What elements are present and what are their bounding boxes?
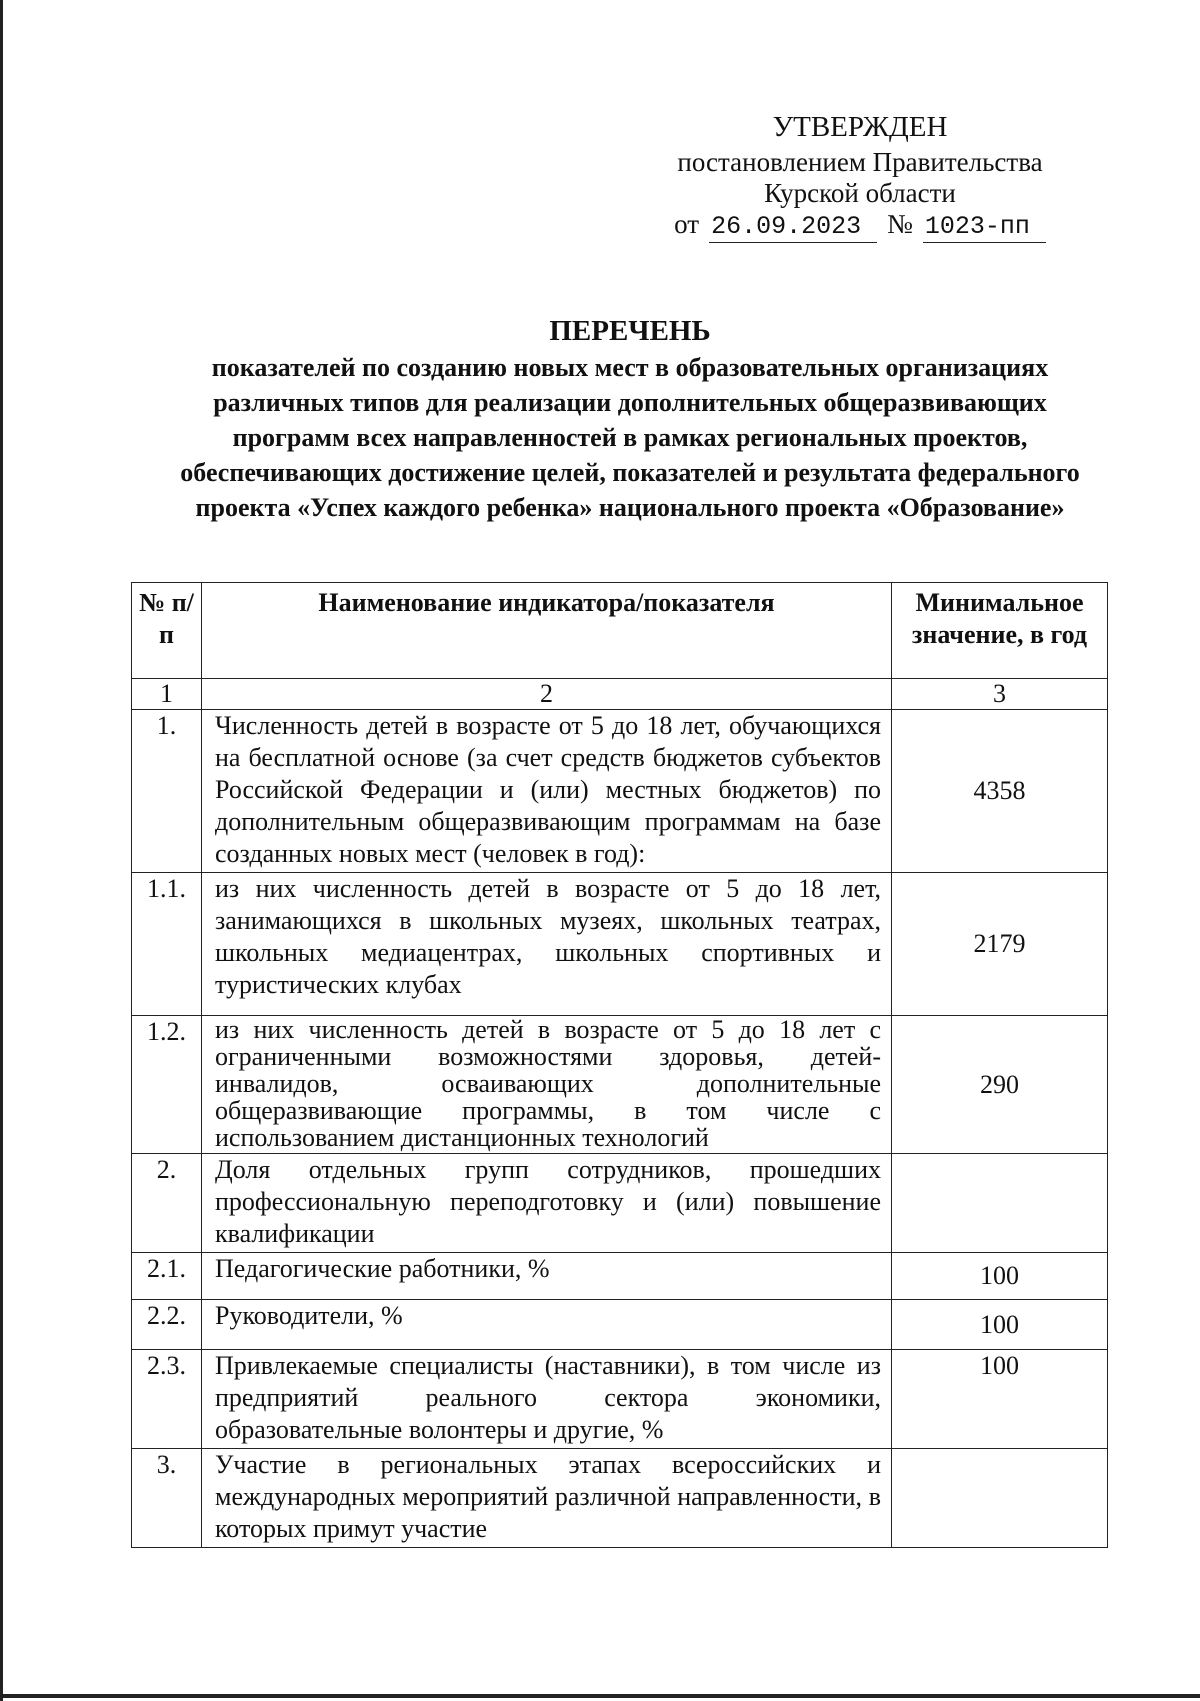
table-row (132, 1449, 1108, 1548)
row-number: 1. (132, 710, 202, 873)
approval-heading: УТВЕРЖДЕН (772, 111, 948, 143)
row-value (892, 1154, 1108, 1253)
approval-date: 26.09.2023 (709, 211, 877, 243)
row-number: 3. (132, 1449, 202, 1548)
row-number: 2.3. (132, 1350, 202, 1449)
header-value: Минимальное значение, в год (892, 583, 1108, 679)
approval-line-1: постановлением Правительства (677, 147, 1043, 177)
approval-line-2: Курской области (764, 178, 956, 208)
row-value: 4358 (892, 710, 1108, 873)
approval-number: 1023-пп (923, 211, 1046, 243)
approval-stamp (660, 112, 1060, 243)
row-value: 290 (892, 1016, 1108, 1154)
table-row (132, 1253, 1108, 1300)
table-row (132, 873, 1108, 1016)
row-name: из них численность детей в возрасте от 5 до 18 лет, занимающихся в школьных музеях, школьных театрах, школьных медиацентрах, школьных спортивных и туристических клубах (202, 873, 892, 1016)
index-col-2: 2 (202, 679, 892, 710)
row-name: Доля отдельных групп сотрудников, прошедших профессиональную переподготовку и (или) повышение квалификации (202, 1154, 892, 1253)
row-name: Педагогические работники, % (202, 1253, 892, 1300)
row-number: 2.1. (132, 1253, 202, 1300)
approval-date-row (660, 209, 1060, 243)
row-value: 100 (892, 1350, 1108, 1449)
row-name: Привлекаемые специалисты (наставники), в том числе из предприятий реального сектора экономики, образовательные волонтеры и другие, % (202, 1350, 892, 1449)
document-subtitle: показателей по созданию новых мест в образовательных организациях различных типов для реализации дополнительных общеразвивающих программ всех направленностей в рамках региональных проектов, обеспечивающих достижение целей, показателей и результата федерального проекта «Успех каждого ребенка» национального проекта «Образование» (180, 353, 1080, 522)
date-prefix: от (674, 209, 700, 239)
row-value: 100 (892, 1300, 1108, 1350)
number-sign: № (887, 209, 913, 239)
document-title: ПЕРЕЧЕНЬ (549, 315, 711, 347)
indicators-table (131, 582, 1108, 1548)
page-bottom-edge (0, 1694, 1200, 1698)
row-number: 2.2. (132, 1300, 202, 1350)
row-value: 100 (892, 1253, 1108, 1300)
row-name: Численность детей в возрасте от 5 до 18 лет, обучающихся на бесплатной основе (за счет средств бюджетов субъектов Российской Федерации и (или) местных бюджетов) по дополнительным общеразвивающим программам на базе созданных новых мест (человек в год): (202, 710, 892, 873)
index-col-3: 3 (892, 679, 1108, 710)
row-value: 2179 (892, 873, 1108, 1016)
header-name: Наименование индикатора/показателя (202, 583, 892, 679)
row-value (892, 1449, 1108, 1548)
table-index-row (132, 679, 1108, 710)
row-name: Участие в региональных этапах всероссийских и международных мероприятий различной направленности, в которых примут участие (202, 1449, 892, 1548)
table-row (132, 1154, 1108, 1253)
row-number: 1.1. (132, 873, 202, 1016)
document-title-block (160, 312, 1100, 525)
table-row (132, 1350, 1108, 1449)
index-col-1: 1 (132, 679, 202, 710)
row-name: из них численность детей в возрасте от 5 до 18 лет с ограниченными возможностями здоровья, детей-инвалидов, осваивающих дополнительные общеразвивающие программы, в том числе с использованием дистанционных технологий (202, 1016, 892, 1154)
row-number: 2. (132, 1154, 202, 1253)
row-number: 1.2. (132, 1016, 202, 1154)
table-row (132, 710, 1108, 873)
table-header-row (132, 583, 1108, 679)
header-number: № п/п (132, 583, 202, 679)
page-left-edge (0, 0, 3, 1701)
table-row (132, 1300, 1108, 1350)
row-name: Руководители, % (202, 1300, 892, 1350)
table-row (132, 1016, 1108, 1154)
